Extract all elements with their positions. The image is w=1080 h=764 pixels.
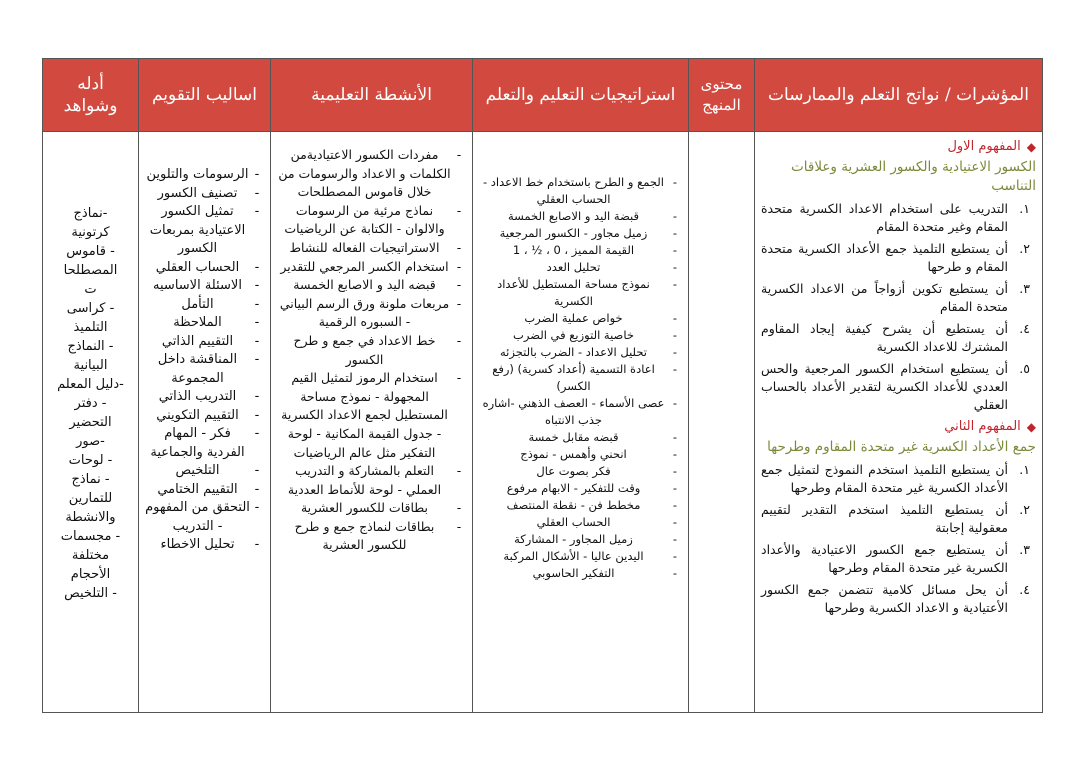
dash-bullet: - [456,258,462,274]
dash-bullet: - [254,296,260,312]
concept-1-heading [761,138,1036,156]
dash-bullet: - [672,277,678,291]
strategy-item-text: خاصية التوزيع في الضرب [513,328,634,342]
item-text: أن يستطيع التلميذ استخدم النموذج لتمثيل جمع الأعداد الكسرية غير متحدة المقام وطرحها [761,462,1008,495]
strategy-item-text: قبضة اليد و الاصابع الخمسة [507,209,640,223]
item-number: ٢. [1019,241,1030,256]
header-content: محتوى المنهج [689,59,755,132]
activity-item [277,332,466,369]
activity-item-text: استخدام الكسر المرجعي للتقدير [280,258,449,274]
dash-bullet: - [456,277,462,293]
dash-bullet: - [254,259,260,275]
strategy-item [479,446,682,463]
evaluation-item [145,425,264,462]
evaluation-item-text: التقييم التكويني [156,407,239,423]
dash-bullet: - [672,549,678,563]
evaluation-item [145,407,264,426]
plan-table [42,58,1043,713]
item-number: ١. [1019,462,1030,477]
evaluation-item-text: التدريب الذاتي [158,389,237,404]
concept-1-title: المفهوم الاول [947,139,1021,154]
concept-2-subtitle: جمع الأعداد الكسرية غير متحدة المقاوم وطرحها [767,439,1036,455]
strategy-item [479,514,682,531]
dash-bullet: - [254,315,260,330]
evaluation-item [145,481,264,500]
item-number: ٢. [1019,502,1030,517]
evidence-line: كرتونية [71,225,110,240]
strategy-item [479,480,682,497]
dash-bullet: - [672,498,678,512]
strategy-item-text: الحساب العقلي [536,515,611,529]
dash-bullet: - [672,243,678,257]
dash-bullet: - [456,463,462,479]
dash-bullet: - [672,515,678,529]
item-number: ٤. [1019,321,1030,336]
strategy-item [479,497,682,514]
dash-bullet: - [672,311,678,325]
activity-item-text: استخدام الرموز لتمثيل القيم المجهولة - نموذج مساحة المستطيل لجمع الاعداد الكسرية - جدول القيمة المكانية - لوحة التفكير مثل عالم الرياضيات [281,370,448,460]
list-item [761,280,1030,316]
evaluation-list [145,166,264,555]
strategy-item [479,327,682,344]
evaluation-item-text: التقييم الختامي [157,481,238,497]
activity-item [277,239,466,258]
dash-bullet: - [672,447,678,461]
dash-bullet: - [672,362,678,376]
evaluation-item-text: الملاحظة [173,315,222,330]
strategy-item-text: وقت للتفكير - الابهام مرفوع [506,481,641,495]
evidence-cell [43,132,139,713]
evaluation-item-text: تحليل الاخطاء [160,537,235,552]
evaluation-item [145,185,264,204]
activity-item [277,369,466,462]
evidence-line: - كراسى [66,301,115,316]
header-indicators: المؤشرات / نواتج التعلم والممارسات [755,59,1043,132]
activity-item-text: بطاقات لنماذج جمع و طرح للكسور العشرية [294,518,435,553]
diamond-bullet-icon: ◆ [1026,420,1036,434]
dash-bullet: - [672,396,678,410]
dash-bullet: - [254,463,260,478]
activity-item-text: خط الاعداد في جمع و طرح الكسور [293,332,436,367]
list-item [761,360,1030,414]
dash-bullet: - [456,518,462,534]
strategy-item-text: فكر بصوت عال [536,464,611,478]
evaluation-item [145,499,264,536]
evidence-line: - نماذج [71,472,110,487]
dash-bullet: - [672,209,678,223]
diamond-bullet-icon: ◆ [1026,140,1036,154]
evidence-line: - النماذج [67,339,114,354]
strategy-item-text: عصى الأسماء - العصف الذهني -اشاره جذب الانتباه [482,396,665,427]
list-item [761,200,1030,236]
dash-bullet: - [254,500,260,515]
strategy-item-text: القيمة المميز ، 0 ، ½ ، 1 [512,243,635,257]
strategy-item [479,242,682,259]
dash-bullet: - [672,260,678,274]
indicators-cell [755,132,1043,713]
dash-bullet: - [254,278,260,293]
evaluation-item [145,259,264,278]
curriculum-table [42,58,1042,713]
evidence-line: -صور [76,434,105,449]
strategy-item [479,344,682,361]
item-number: ١. [1019,201,1030,216]
evidence-line: والانشطة [65,510,116,525]
evaluation-item [145,351,264,388]
activities-cell [271,132,473,713]
evaluation-item [145,388,264,407]
evidence-line: البيانية [73,358,108,373]
dash-bullet: - [672,464,678,478]
activity-item [277,518,466,555]
dash-bullet: - [456,332,462,348]
strategy-item [479,174,682,208]
activities-list [277,146,466,555]
content-cell [689,132,755,713]
dash-bullet: - [254,481,260,497]
concept-1-list [761,200,1036,414]
evaluation-item-text: تصنيف الكسور [157,185,238,201]
dash-bullet: - [456,500,462,516]
header-evaluation: اساليب التقويم [139,59,271,132]
dash-bullet: - [672,175,678,189]
strategy-item-text: اعادة التسمية (أعداد كسرية) (رفع الكسر) [492,362,655,393]
dash-bullet: - [254,204,260,219]
activity-item-text: نماذج مرئية من الرسومات والالوان - الكتابة عن الرياضيات [284,202,445,237]
strategy-item-text: انحني وأهمس - نموذج [520,447,627,461]
item-text: أن يستطيع جمع الكسور الاعتيادية والأعداد الكسرية غير متحدة المقام وطرحها [761,542,1008,575]
dash-bullet: - [672,226,678,240]
evaluation-item-text: تمثيل الكسور الاعتيادية بمربعات الكسور [149,204,246,256]
list-item [761,320,1030,356]
dash-bullet: - [672,430,678,444]
header-activities: الأنشطة التعليمية [271,59,473,132]
activity-item [277,202,466,239]
evaluation-item-text: الحساب العقلي [155,259,240,275]
strategy-item [479,276,682,310]
list-item [761,541,1030,577]
dash-bullet: - [254,389,260,404]
activity-item [277,295,466,332]
evaluation-item-text: فكر - المهام الفردية والجماعية [150,426,245,460]
dash-bullet: - [254,333,260,349]
evaluation-item [145,462,264,481]
dash-bullet: - [254,167,260,182]
evaluation-item [145,314,264,333]
activity-item [277,499,466,518]
dash-bullet: - [456,202,462,218]
item-text: أن يستطيع تكوين أزواجاً من الاعداد الكسرية متحدة المقام [761,281,1008,314]
dash-bullet: - [672,481,678,495]
strategy-item-text: زميل مجاور - الكسور المرجعية [499,226,648,240]
strategy-item [479,548,682,565]
strategy-item-text: نموذج مساحة المستطيل للأعداد الكسرية [497,277,650,308]
strategy-item [479,310,682,327]
strategy-item-text: مخطط فن - نقطة المنتصف [506,498,641,512]
strategy-item-text: قبضه مقابل خمسة [528,430,619,444]
item-text: أن يستطيع أن يشرح كيفية إيجاد المقاوم المشترك للاعداد الكسرية [761,321,1008,354]
evaluation-item-text: التلخيص [175,463,220,478]
strategies-cell [473,132,689,713]
activity-item [277,276,466,295]
activity-item-text: مربعات ملونة ورق الرسم البياني - السبوره الرقمية [279,295,450,330]
activity-item [277,146,466,202]
header-evidence: أدله وشواهد [43,59,139,132]
evidence-line: - مجسمات [60,529,121,544]
strategy-item [479,395,682,429]
concept-2-title: المفهوم الثاني [944,419,1021,434]
evaluation-item-text: التأمل [181,296,214,312]
evidence-line: -نماذج [73,206,108,221]
item-text: أن يستطيع استخدام الكسور المرجعية والحس العددي للأعداد الكسرية لتقدير الأعداد بالحساب العقلي [761,361,1008,412]
content-row [43,132,1043,713]
strategy-item [479,531,682,548]
evidence-line: التحضير [69,415,112,430]
strategy-item [479,225,682,242]
evaluation-item-text: الرسومات والتلوين [146,167,249,182]
evaluation-item [145,296,264,315]
strategy-item [479,208,682,225]
dash-bullet: - [254,352,260,367]
activity-item-text: التعلم بالمشاركة و التدريب العملي - لوحة للأنماط العددية [287,463,442,497]
activity-item [277,462,466,499]
dash-bullet: - [672,566,678,580]
evaluation-item [145,333,264,352]
strategy-item-text: زميل المجاور - المشاركة [514,532,633,546]
list-item [761,461,1030,497]
item-number: ٣. [1019,542,1030,557]
evidence-line: التلميذ [73,320,108,335]
evidence-line: -دليل المعلم [57,377,124,392]
dash-bullet: - [456,370,462,386]
item-number: ٤. [1019,582,1030,597]
strategy-item-text: الجمع و الطرح باستخدام خط الاعداد - الحساب العقلي [482,175,664,206]
dash-bullet: - [254,407,260,423]
evaluation-item-text: التقييم الذاتي [161,333,234,349]
evaluation-item [145,203,264,259]
evidence-list [49,204,132,603]
dash-bullet: - [456,239,462,255]
evaluation-item-text: الاسئلة الاساسيه [153,278,242,293]
evaluation-item-text: التحقق من المفهوم - التدريب [145,500,250,534]
strategy-item [479,429,682,446]
dash-bullet: - [254,537,260,552]
strategy-item [479,463,682,480]
activity-item-text: مفردات الكسور الاعتياديةمن الكلمات و الاعداد والرسومات من خلال قاموس المصطلحات [278,147,451,200]
list-item [761,501,1030,537]
evidence-line: ت [84,282,97,297]
concept-1-subtitle: الكسور الاعتيادية والكسور العشرية وعلاقات التناسب [791,159,1036,194]
header-row [43,59,1043,132]
evaluation-item [145,277,264,296]
dash-bullet: - [672,328,678,342]
dash-bullet: - [456,147,462,162]
item-text: أن يحل مسائل كلامية تتضمن جمع الكسور الأعتيادية و الاعداد الكسرية وطرحها [761,582,1008,615]
evaluation-item-text: المناقشة داخل المجموعة [157,352,238,386]
strategy-item-text: التفكير الحاسوبي [532,566,615,580]
activity-item-text: قبضه اليد و الاصابع الخمسة [293,277,436,293]
activity-item [277,258,466,277]
dash-bullet: - [456,295,462,311]
evaluation-item [145,536,264,555]
dash-bullet: - [254,426,260,441]
item-text: أن يستطيع التلميذ استخدم التقدير لتقييم معقولية إجابتة [761,502,1008,535]
list-item [761,240,1030,276]
strategies-list [479,174,682,582]
strategy-item [479,565,682,582]
item-text: أن يستطيع التلميذ جمع الأعداد الكسرية متحدة المقام و طرحها [761,241,1008,274]
evidence-line: - التلخيص [64,586,117,601]
evidence-line: الأحجام [70,567,111,582]
evidence-line: - دفتر [74,396,107,411]
item-text: التدريب على استخدام الاعداد الكسرية متحدة المقام وغير متحدة المقام [761,201,1008,234]
item-number: ٥. [1019,361,1030,376]
concept-2-heading [761,418,1036,436]
dash-bullet: - [672,532,678,546]
concept-2-list [761,461,1036,617]
list-item [761,581,1030,617]
item-number: ٣. [1019,281,1030,296]
strategy-item-text: اليدين عاليا - الأشكال المركبة [503,549,644,563]
strategy-item [479,361,682,395]
dash-bullet: - [254,185,260,201]
evidence-line: للتمارين [68,491,113,506]
evaluation-item [145,166,264,185]
evidence-line: المصطلحا [63,263,118,278]
activity-item-text: بطاقات للكسور العشرية [300,500,429,516]
strategy-item-text: خواص عملية الضرب [524,311,623,325]
evaluation-cell [139,132,271,713]
strategy-item [479,259,682,276]
activity-item-text: الاستراتيجيات الفعاله للنشاط [289,239,440,255]
dash-bullet: - [672,345,678,359]
evidence-line: مختلفة [71,548,110,563]
strategy-item-text: تحليل الاعداد - الضرب بالتجزئه [499,345,647,359]
header-strategies: استراتيجيات التعليم والتعلم [473,59,689,132]
evidence-line: - قاموس [66,244,115,259]
strategy-item-text: تحليل العدد [546,260,601,274]
evidence-line: - لوحات [68,453,113,468]
